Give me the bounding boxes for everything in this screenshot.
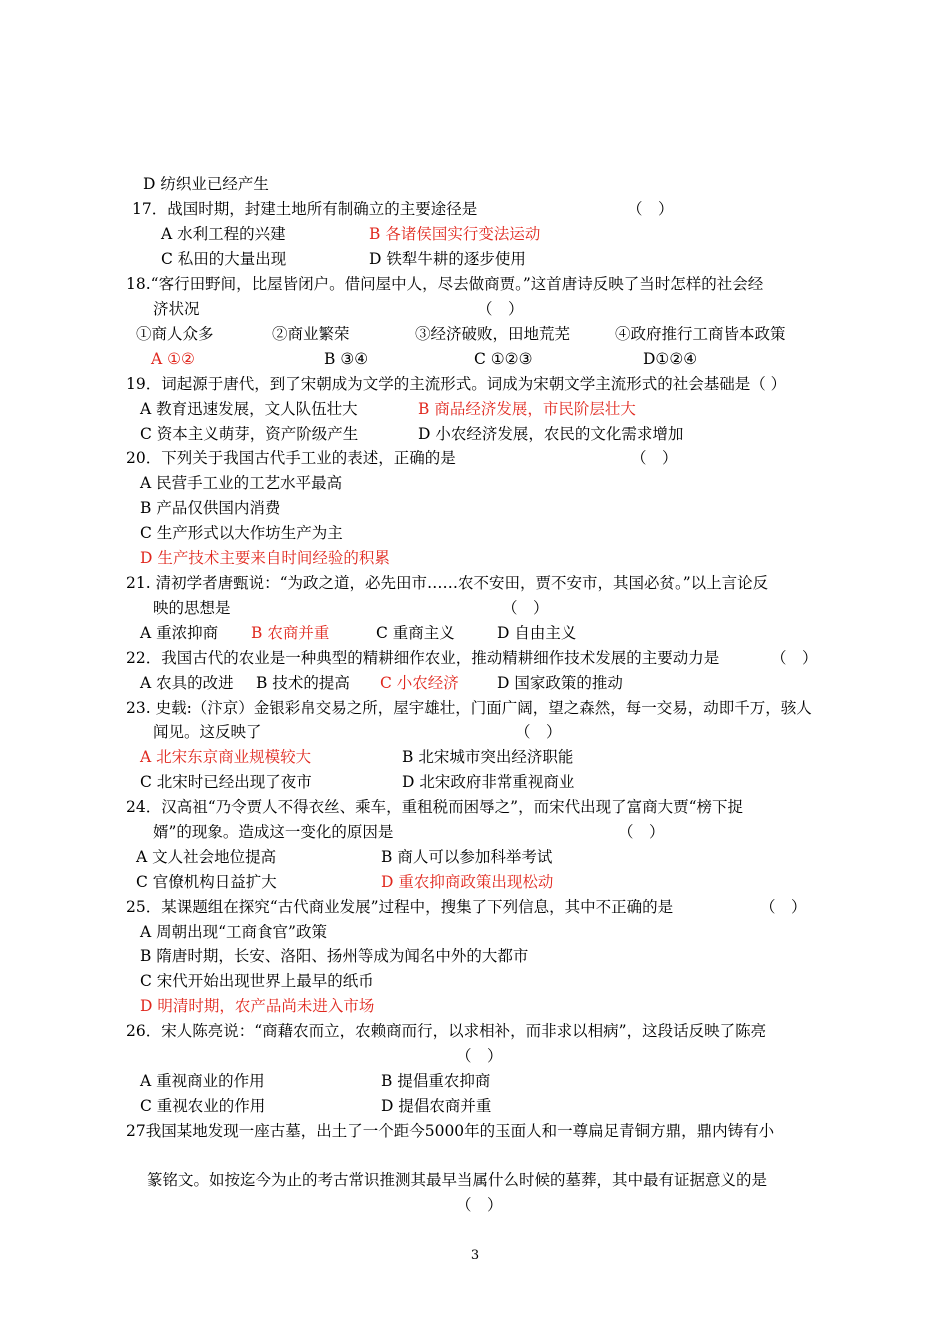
q26-option-c: C 重视农业的作用 — [140, 1097, 266, 1115]
q25-answer-paren: （ ） — [760, 898, 807, 916]
q17-option-b: B 各诸侯国实行变法运动 — [369, 225, 541, 243]
q16-option-d: D 纺织业已经产生 — [143, 175, 269, 193]
q25-stem: 25．某课题组在探究“古代商业发展”过程中，搜集了下列信息，其中不正确的是 — [126, 898, 674, 916]
q17-answer-paren: （ ） — [627, 200, 674, 218]
q26-stem: 26．宋人陈亮说：“商藉农而立，农赖商而行，以求相补，而非求以相病”，这段话反映了陈亮 — [126, 1022, 767, 1040]
q25-option-b: B 隋唐时期，长安、洛阳、扬州等成为闻名中外的大都市 — [140, 947, 529, 965]
q22-stem: 22．我国古代的农业是一种典型的精耕细作农业，推动精耕细作技术发展的主要动力是 — [126, 649, 720, 667]
q18-item-4: ④政府推行工商皆本政策 — [615, 325, 786, 343]
q19-option-d: D 小农经济发展，农民的文化需求增加 — [418, 425, 684, 443]
q22-option-a: A 农具的改进 — [140, 674, 234, 692]
q23-option-a: A 北宋东京商业规模较大 — [140, 748, 312, 766]
q17-option-c: C 私田的大量出现 — [161, 250, 287, 268]
q19-stem: 19．词起源于唐代，到了宋朝成为文学的主流形式。词成为宋朝文学主流形式的社会基础是（ ） — [126, 375, 787, 393]
q18-option-b: B ③④ — [324, 350, 369, 368]
q18-answer-paren: （ ） — [477, 300, 524, 318]
q23-answer-paren: （ ） — [515, 723, 562, 741]
q18-item-3: ③经济破败，田地荒芜 — [415, 325, 571, 343]
q20-option-c: C 生产形式以大作坊生产为主 — [140, 524, 343, 542]
q19-option-a: A 教育迅速发展，文人队伍壮大 — [140, 400, 358, 418]
q19-option-c: C 资本主义萌芽，资产阶级产生 — [140, 425, 359, 443]
q21-option-a: A 重浓抑商 — [140, 624, 219, 642]
q23-stem-line2: 闻见。这反映了 — [153, 723, 262, 741]
q26-option-b: B 提倡重农抑商 — [381, 1072, 491, 1090]
q21-option-c: C 重商主义 — [376, 624, 455, 642]
q20-option-a: A 民营手工业的工艺水平最高 — [140, 474, 343, 492]
q25-option-c: C 宋代开始出现世界上最早的纸币 — [140, 972, 374, 990]
q20-answer-paren: （ ） — [631, 449, 678, 467]
q18-stem-line1: 18.“客行田野间，比屋皆闭户。借问屋中人，尽去做商贾。”这首唐诗反映了当时怎样的社会经 — [126, 275, 764, 293]
q23-stem-line1: 23. 史载:（汴京）金银彩帛交易之所，屋宇雄壮，门面广阔，望之森然，每一交易，动即千万，骇人 — [126, 699, 812, 717]
q27-answer-paren: （ ） — [456, 1196, 503, 1214]
q21-stem-line2: 映的思想是 — [153, 599, 231, 617]
q24-answer-paren: （ ） — [618, 823, 665, 841]
page-number: 3 — [470, 1248, 480, 1263]
q20-option-b: B 产品仅供国内消费 — [140, 499, 281, 517]
q24-stem-line1: 24．汉高祖“乃令贾人不得衣丝、乘车，重租税而困辱之”，而宋代出现了富商大贾“榜下捉 — [126, 798, 743, 816]
q26-option-a: A 重视商业的作用 — [140, 1072, 265, 1090]
q17-option-a: A 水利工程的兴建 — [161, 225, 286, 243]
q20-stem: 20．下列关于我国古代手工业的表述，正确的是 — [126, 449, 456, 467]
q20-option-d: D 生产技术主要来自时间经验的积累 — [140, 549, 390, 567]
q17-stem: 17．战国时期，封建土地所有制确立的主要途径是 — [132, 200, 478, 218]
q21-option-b: B 农商并重 — [251, 624, 330, 642]
q22-option-c: C 小农经济 — [380, 674, 459, 692]
q26-answer-paren: （ ） — [456, 1047, 503, 1065]
q22-option-b: B 技术的提高 — [256, 674, 350, 692]
q19-option-b: B 商品经济发展，市民阶层壮大 — [418, 400, 636, 418]
q23-option-c: C 北宋时已经出现了夜市 — [140, 773, 312, 791]
q22-answer-paren: （ ） — [771, 649, 818, 667]
q21-answer-paren: （ ） — [502, 599, 549, 617]
q27-stem-line1: 27我国某地发现一座古墓，出土了一个距今5000年的玉面人和一尊扁足青铜方鼎，鼎内铸有小 — [126, 1122, 775, 1140]
q21-option-d: D 自由主义 — [497, 624, 577, 642]
q21-stem-line1: 21. 清初学者唐甄说：“为政之道，必先田市……农不安田，贾不安市，其国必贫。”以上言论反 — [126, 574, 769, 592]
q18-option-c: C ①②③ — [474, 350, 533, 368]
q26-option-d: D 提倡农商并重 — [381, 1097, 492, 1115]
q23-option-b: B 北宋城市突出经济职能 — [402, 748, 574, 766]
q25-option-a: A 周朝出现“工商食官”政策 — [140, 923, 327, 941]
q24-option-d: D 重农抑商政策出现松动 — [381, 873, 554, 891]
q24-option-b: B 商人可以参加科举考试 — [381, 848, 553, 866]
q17-option-d: D 铁犁牛耕的逐步使用 — [369, 250, 526, 268]
q18-item-1: ①商人众多 — [136, 325, 214, 343]
q24-option-c: C 官僚机构日益扩大 — [136, 873, 277, 891]
q25-option-d: D 明清时期，农产品尚未进入市场 — [140, 997, 375, 1015]
q18-option-a: A ①② — [151, 350, 195, 368]
q18-stem-line2: 济状况 — [153, 300, 200, 318]
q27-stem-line2: 篆铭文。如按迄今为止的考古常识推测其最早当属什么时候的墓葬，其中最有证据意义的是 — [147, 1171, 768, 1189]
q18-item-2: ②商业繁荣 — [272, 325, 350, 343]
q18-option-d: D①②④ — [643, 350, 698, 368]
q22-option-d: D 国家政策的推动 — [497, 674, 623, 692]
q24-option-a: A 文人社会地位提高 — [136, 848, 277, 866]
q24-stem-line2: 婿”的现象。造成这一变化的原因是 — [153, 823, 394, 841]
q23-option-d: D 北宋政府非常重视商业 — [402, 773, 575, 791]
